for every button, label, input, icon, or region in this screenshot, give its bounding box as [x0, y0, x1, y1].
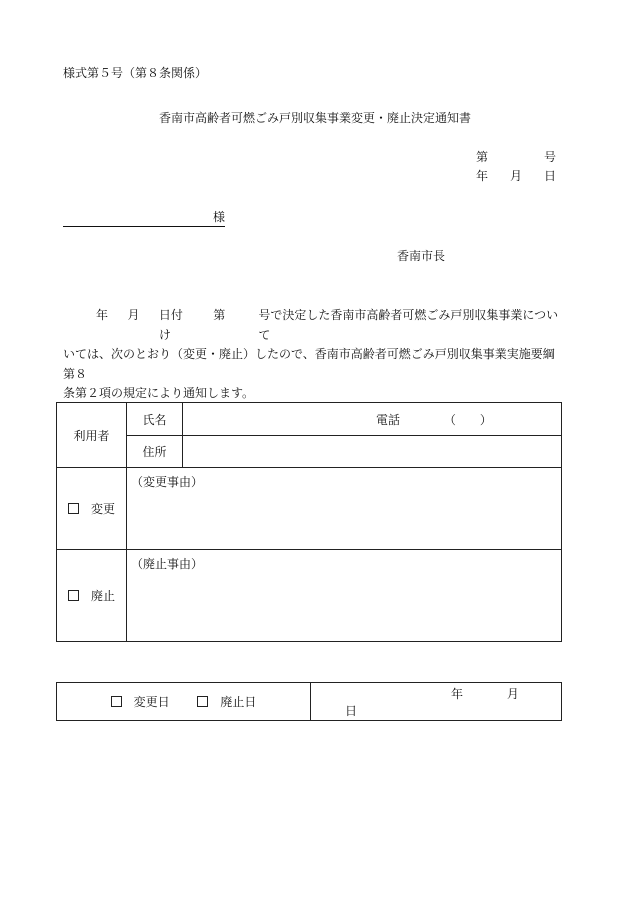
- sender: 香南市長: [397, 249, 446, 263]
- change-checkbox[interactable]: [68, 503, 79, 514]
- abolish-label: 廃止: [90, 589, 115, 603]
- phone-area-parens: （ ）: [443, 412, 492, 427]
- document-title: 香南市高齢者可燃ごみ戸別収集事業変更・廃止決定通知書: [158, 111, 471, 125]
- abolish-reason-field[interactable]: [127, 550, 562, 642]
- body-month: 月: [127, 308, 140, 322]
- name-field[interactable]: [183, 403, 562, 436]
- doc-number-prefix: 第: [476, 150, 489, 164]
- name-label: 氏名: [127, 403, 183, 436]
- addressee-field[interactable]: [63, 208, 225, 227]
- user-label: 利用者: [57, 403, 127, 468]
- body-line-3: 条第２項の規定により通知します。: [63, 386, 255, 400]
- date-type-options: [57, 683, 311, 721]
- effective-month: 月: [506, 686, 519, 701]
- change-option[interactable]: [57, 468, 127, 550]
- effective-date-table: [56, 682, 562, 721]
- notice-body: [63, 306, 561, 404]
- address-label: 住所: [127, 436, 183, 468]
- effective-year: 年: [451, 686, 464, 701]
- body-line-1-rest: 号で決定した香南市高齢者可燃ごみ戸別収集事業について: [258, 308, 559, 342]
- abolish-checkbox[interactable]: [68, 590, 79, 601]
- issue-day: 日: [543, 169, 556, 183]
- abolish-option[interactable]: [57, 550, 127, 642]
- issue-date: [476, 167, 556, 184]
- body-line-2: いては、次のとおり（変更・廃止）したので、香南市高齢者可燃ごみ戸別収集事業実施要綱第８: [63, 347, 555, 381]
- abolish-reason-label: （廃止事由）: [131, 557, 204, 571]
- issue-year: 年: [476, 169, 489, 183]
- effective-date-field[interactable]: [311, 683, 562, 721]
- phone-label: 電話: [376, 412, 401, 427]
- body-number-prefix: 第: [213, 308, 226, 322]
- effective-day: 日: [345, 703, 358, 718]
- form-number: 様式第５号（第８条関係）: [63, 66, 208, 80]
- doc-number-suffix: 号: [543, 150, 556, 164]
- user-info-table: [56, 402, 562, 642]
- body-line-1: [63, 306, 561, 345]
- address-field[interactable]: [183, 436, 562, 468]
- body-day: 日付け: [158, 308, 183, 342]
- abolish-date-label: 廃止日: [220, 695, 257, 709]
- change-reason-field[interactable]: [127, 468, 562, 550]
- change-date-checkbox[interactable]: [111, 696, 122, 707]
- change-reason-label: （変更事由）: [131, 475, 204, 489]
- body-year: 年: [96, 308, 109, 322]
- document-number: [476, 148, 556, 165]
- addressee-suffix: 様: [212, 210, 225, 224]
- change-label: 変更: [90, 502, 115, 516]
- change-date-label: 変更日: [133, 695, 170, 709]
- issue-month: 月: [509, 169, 522, 183]
- abolish-date-checkbox[interactable]: [197, 696, 208, 707]
